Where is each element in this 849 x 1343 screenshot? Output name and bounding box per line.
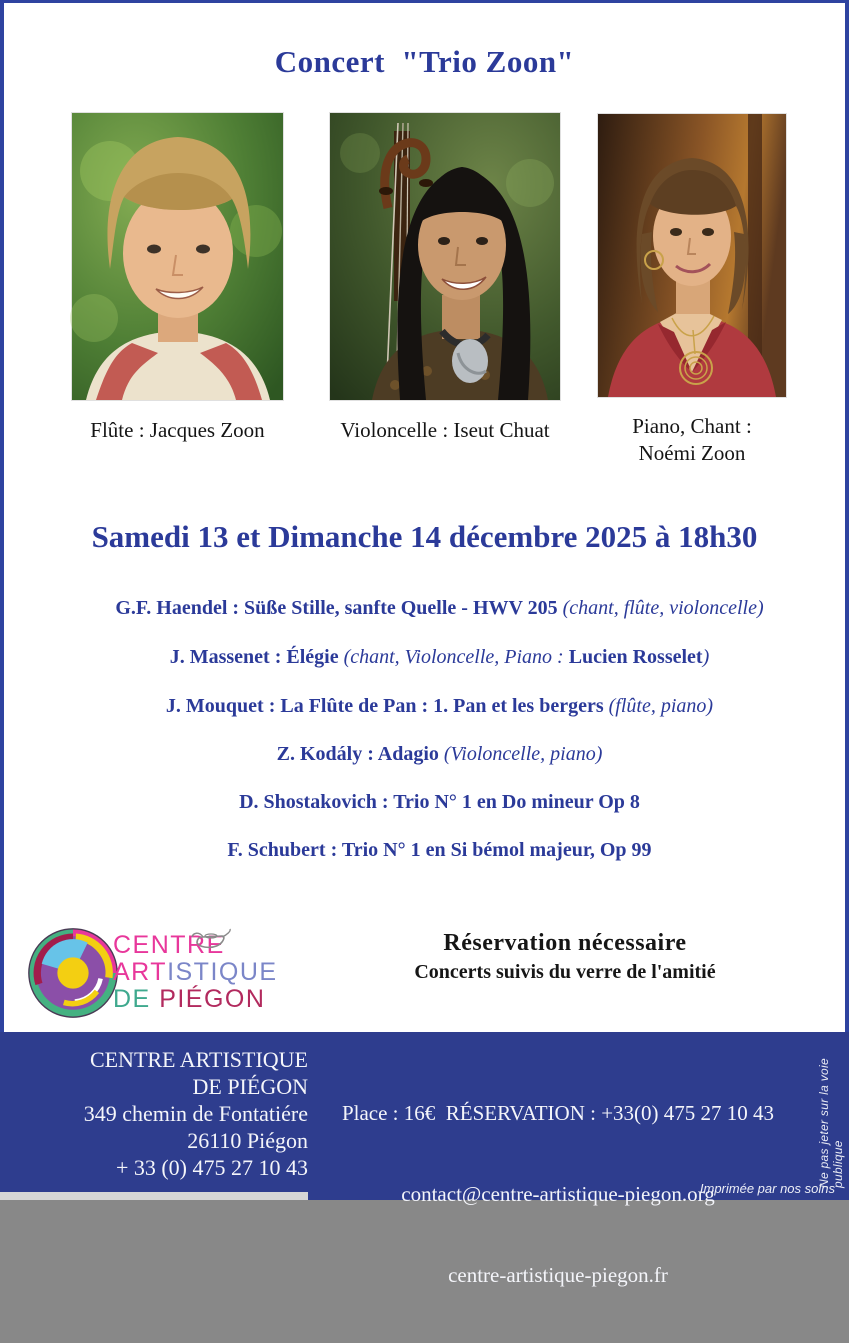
jacques-zoon-portrait (72, 113, 283, 400)
footer-price-reservation: Place : 16€ RÉSERVATION : +33(0) 475 27 10 43 (341, 1101, 775, 1125)
printed-by-note: Imprimée par nos soins (699, 1181, 835, 1196)
footer-email: contact@centre-artistique-piegon.org (401, 1182, 715, 1206)
program-item-shostakovich: D. Shostakovich : Trio N° 1 en Do mineur Op 8 (239, 791, 640, 813)
caption-noemi-line2: Noémi Zoon (638, 441, 746, 465)
iseut-chuat-portrait (330, 113, 560, 400)
noemi-zoon-photo (598, 114, 786, 397)
poster-title: Concert "Trio Zoon" (274, 44, 575, 79)
footer-address-line: 26110 Piégon (187, 1128, 308, 1153)
do-not-litter-note: Ne pas jeter sur la voie publique (817, 1058, 845, 1188)
footer-band (0, 1032, 849, 1287)
caption-jacques-zoon: Flûte : Jacques Zoon (90, 418, 265, 442)
footer-website: centre-artistique-piegon.fr (448, 1263, 668, 1287)
logo-wordmark: CENTRE ARTISTIQUE DE PIÉGON (113, 931, 278, 1013)
iseut-chuat-photo (330, 113, 560, 400)
concert-date-heading: Samedi 13 et Dimanche 14 décembre 2025 à 18h30 (91, 519, 758, 554)
program-item-mouquet: J. Mouquet : La Flûte de Pan : 1. Pan et les bergers (flûte, piano) (165, 695, 714, 717)
footer-address-line: 349 chemin de Fontatiére (83, 1101, 308, 1126)
caption-noemi-line1: Piano, Chant : (632, 414, 752, 438)
footer-address-block (20, 1046, 308, 1181)
program-item-haendel: G.F. Haendel : Süße Stille, sanfte Quelle - HWV 205 (chant, flûte, violoncelle) (115, 597, 764, 619)
noemi-zoon-portrait (598, 114, 786, 397)
program-item-kodaly: Z. Kodály : Adagio (Violoncelle, piano) (276, 743, 603, 765)
caption-iseut-chuat: Violoncelle : Iseut Chuat (340, 418, 550, 442)
program-item-massenet: J. Massenet : Élégie (chant, Violoncelle, Piano : Lucien Rosselet) (169, 646, 710, 668)
footer-phone: + 33 (0) 475 27 10 43 (115, 1155, 308, 1180)
reservation-drink-text: Concerts suivis du verre de l'amitié (414, 961, 716, 983)
jacques-zoon-photo (72, 113, 283, 400)
reservation-note (320, 930, 810, 984)
bottom-edge-strip (0, 1192, 308, 1200)
centre-artistique-logo (27, 925, 317, 1025)
logo-circles-icon (27, 927, 119, 1019)
oil-lamp-icon (189, 927, 233, 953)
reservation-required-text: Réservation nécessaire (443, 930, 687, 956)
footer-address-line: DE PIÉGON (192, 1074, 308, 1099)
program-item-schubert: F. Schubert : Trio N° 1 en Si bémol majeur, Op 99 (227, 839, 652, 861)
caption-noemi-zoon (590, 413, 794, 467)
footer-address-line: CENTRE ARTISTIQUE (89, 1047, 308, 1072)
